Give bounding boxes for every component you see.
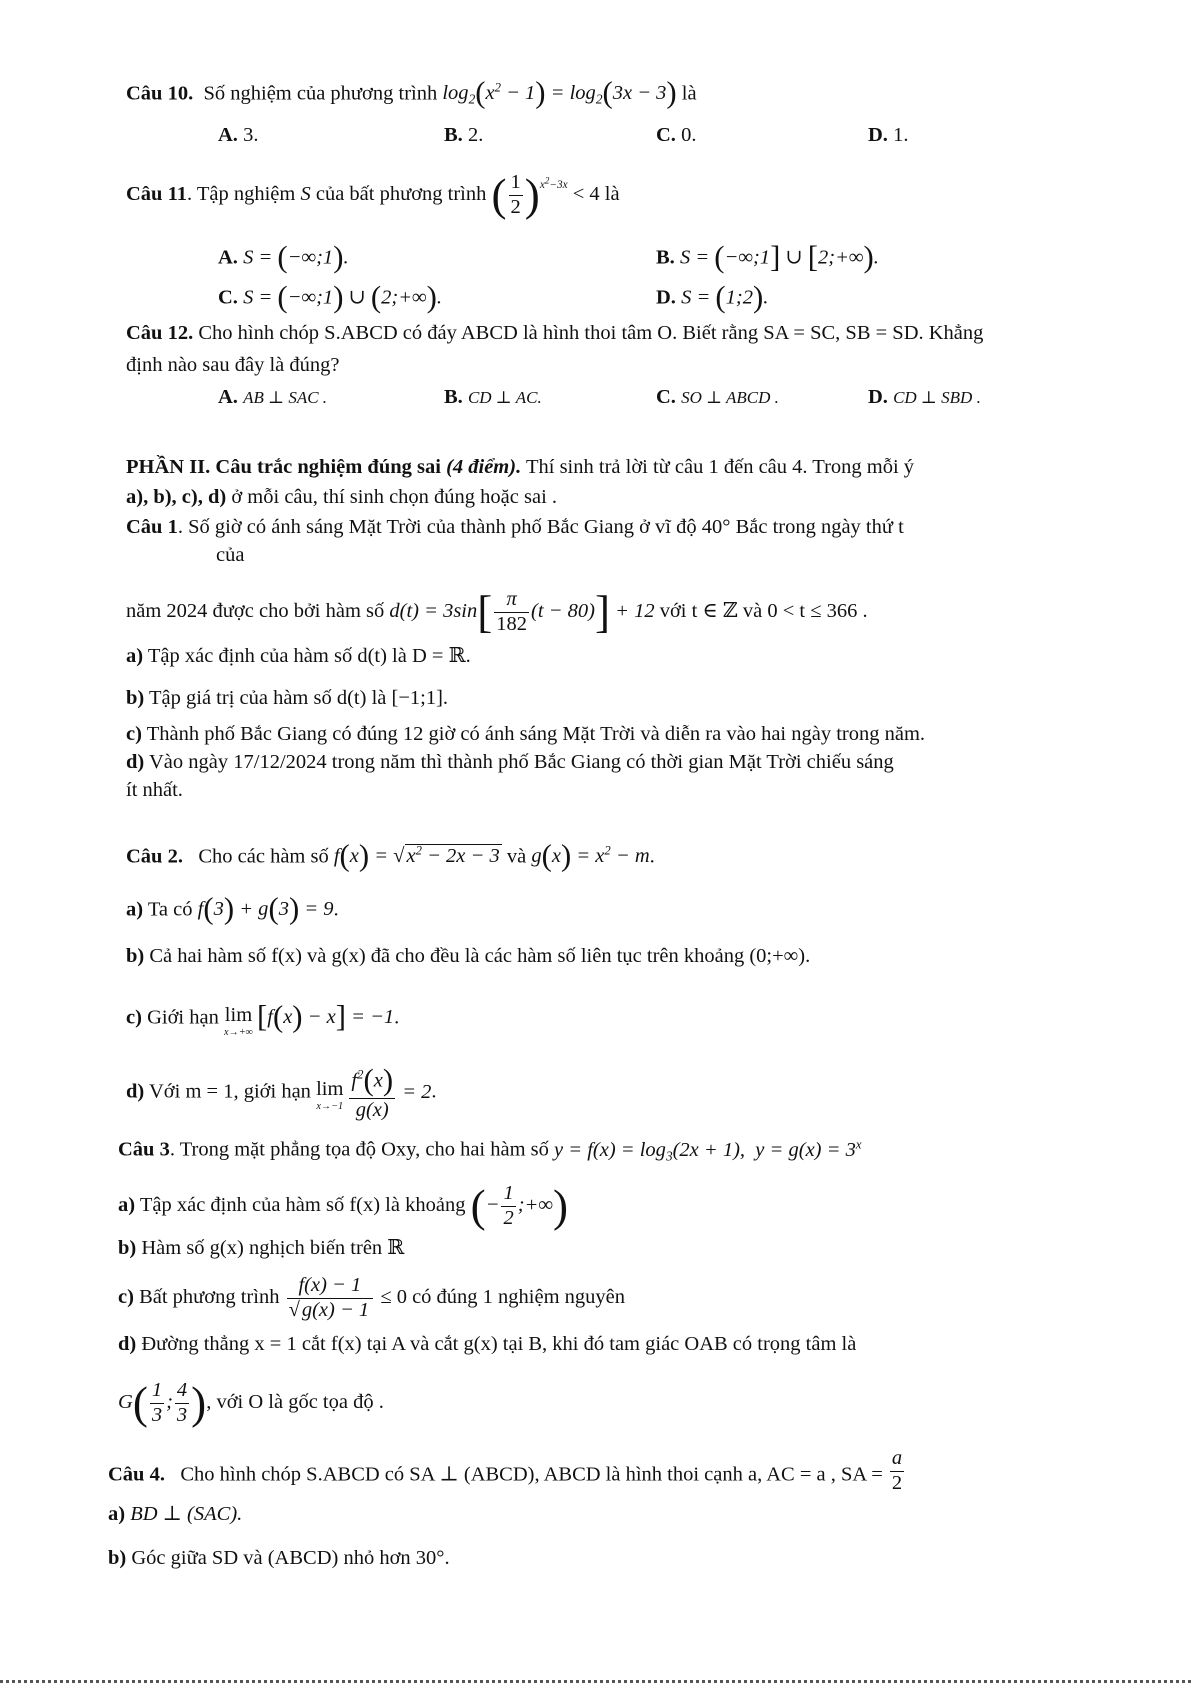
- item-letter: c): [126, 723, 142, 745]
- item-letter: d): [118, 1333, 137, 1355]
- cau11-inequality: ( $\frac{1}{2}$ )$^{x^2-3x}$ < 4: [491, 170, 600, 220]
- page-bottom-rule: [0, 1680, 1192, 1683]
- cau1-item-a: [126, 645, 471, 669]
- cau1-function: d(t) = 3sin[ $\frac{\pi}{182}$ (t − 80)] + 12: [389, 587, 655, 637]
- item-text: Với m = 1, giới hạn: [149, 1080, 311, 1103]
- part2-title: PHẦN II. Câu trắc nghiệm đúng sai: [126, 456, 441, 478]
- cau4-label: Câu 4.: [108, 1463, 165, 1486]
- cau12-option-d[interactable]: [868, 386, 981, 410]
- item-letter: a): [118, 1194, 136, 1217]
- option-letter: B.: [444, 124, 463, 146]
- item-text: Vào ngày 17/12/2024 trong năm thì thành phố Bắc Giang có thời gian Mặt Trời chiếu sáng: [149, 751, 894, 773]
- option-value: 2.: [467, 124, 484, 146]
- cau12-option-b[interactable]: [444, 386, 542, 410]
- cau11-option-c[interactable]: C. S = (−∞;1) ∪ (2;+∞).: [218, 280, 443, 314]
- item-letter: a): [126, 898, 144, 921]
- cau10-stem: [126, 76, 697, 111]
- cau12-line1: [126, 322, 983, 346]
- cau1-label: Câu 1: [126, 516, 178, 538]
- item-text: Thành phố Bắc Giang có đúng 12 giờ có ánh sáng Mặt Trời và diễn ra vào hai ngày trong năm.: [146, 723, 926, 745]
- cau11-label: Câu 11: [126, 183, 187, 206]
- cau3-item-b: [118, 1237, 404, 1261]
- item-text: Tập xác định của hàm số f(x) là khoảng: [139, 1194, 466, 1217]
- option-value: AB ⊥ SAC .: [243, 388, 328, 407]
- cau2-stem: Câu 2. Cho các hàm số $f(x) = √x^2 - 2x - 3$ và $g(x) = x^2 - m$.: [126, 839, 655, 873]
- option-value: SO ⊥ ABCD .: [681, 388, 779, 407]
- item-text: Góc giữa SD và (ABCD) nhỏ hơn 30°.: [131, 1547, 450, 1569]
- option-value: CD ⊥ AC.: [467, 388, 542, 407]
- part2-instructions: Thí sinh trả lời từ câu 1 đến câu 4. Trong mỗi ý: [525, 456, 915, 478]
- cau1-line3: [126, 587, 868, 639]
- cau1-function-intro: năm 2024 được cho bởi hàm số: [126, 600, 385, 623]
- cau3-stem: Câu 3. Trong mặt phẳng tọa độ Oxy, cho hai hàm số $y = f(x) = \log_3(2x + 1)$, $y = g(x) = 3^x$: [118, 1137, 862, 1164]
- cau10-option-c[interactable]: [656, 124, 696, 148]
- option-letter: B.: [656, 246, 675, 269]
- option-letter: A.: [218, 386, 238, 408]
- cau10-stem-suffix: là: [681, 82, 697, 105]
- cau3-item-d-cont: G( $\frac{1}{3}$ ; $\frac{4}{3}$ ), với O là gốc tọa độ .: [118, 1378, 384, 1428]
- cau1-line1: Câu 1. Số giờ có ánh sáng Mặt Trời của thành phố Bắc Giang ở vĩ độ 40° Bắc trong ngày thứ t: [126, 516, 904, 538]
- option-value: 3.: [243, 124, 259, 146]
- item-letter: b): [126, 945, 145, 967]
- option-letter: D.: [656, 286, 676, 309]
- item-text: Đường thẳng x = 1 cắt f(x) tại A và cắt g(x) tại B, khi đó tam giác OAB có trọng tâm là: [141, 1333, 857, 1355]
- option-value: CD ⊥ SBD .: [893, 388, 981, 407]
- item-letter: b): [118, 1237, 137, 1259]
- cau12-option-c[interactable]: [656, 386, 779, 410]
- cau10-option-b[interactable]: [444, 124, 483, 148]
- item-text: Tập giá trị của hàm số d(t) là [−1;1].: [149, 687, 449, 709]
- cau2-stem-mid: và: [506, 845, 527, 868]
- part2-letters: a), b), c), d): [126, 486, 227, 508]
- option-letter: D.: [868, 386, 888, 408]
- item-text: Bất phương trình: [139, 1285, 280, 1308]
- option-letter: A.: [218, 246, 238, 269]
- item-letter: b): [126, 687, 145, 709]
- item-text: BD ⊥ (SAC).: [130, 1503, 243, 1525]
- cau3-item-a: a) Tập xác định của hàm số f(x) là khoảng (− $\frac{1}{2}$ ;+∞): [118, 1181, 569, 1231]
- item-letter: c): [118, 1285, 134, 1308]
- cau10-option-d[interactable]: [868, 124, 908, 148]
- part2-instructions-2: ở mỗi câu, thí sinh chọn đúng hoặc sai .: [231, 486, 558, 508]
- cau2-item-c: c) Giới hạn lim x→+∞ [f(x) − x] = −1.: [126, 1000, 400, 1038]
- cau11-option-d[interactable]: D. S = (1;2).: [656, 280, 769, 314]
- cau10-stem-prefix: Số nghiệm của phương trình: [203, 82, 438, 105]
- cau2-label: Câu 2.: [126, 845, 183, 868]
- option-letter: A.: [218, 124, 238, 146]
- part2-points: (4 điểm).: [446, 456, 522, 478]
- option-letter: C.: [656, 386, 676, 408]
- cau2-item-d: d) Với m = 1, giới hạn lim x→−1 $\frac{f^2(x)}{g(x)}$ = 2.: [126, 1063, 437, 1122]
- item-text: Giới hạn: [147, 1006, 219, 1029]
- cau12-label: Câu 12.: [126, 322, 194, 344]
- cau2-stem-prefix: Cho các hàm số: [198, 845, 329, 868]
- cau11-stem-prefix: Tập nghiệm: [196, 183, 296, 206]
- option-letter: C.: [218, 286, 238, 309]
- cau11-option-b[interactable]: B. S = (−∞;1] ∪ [2;+∞).: [656, 240, 879, 274]
- cau12-option-a[interactable]: [218, 386, 327, 410]
- option-value: 1.: [893, 124, 909, 146]
- cau4-stem: Câu 4. Cho hình chóp S.ABCD có SA ⊥ (ABCD), ABCD là hình thoi cạnh a, AC = a , SA = $\frac{a}{2}$: [108, 1447, 903, 1494]
- part2-heading: [126, 456, 914, 480]
- option-letter: C.: [656, 124, 676, 146]
- item-letter: b): [108, 1547, 127, 1569]
- cau1-item-d-cont: ít nhất.: [126, 779, 183, 801]
- cau1-line2: của: [216, 544, 245, 566]
- cau11-stem: Câu 11. Tập nghiệm S của bất phương trình ( $\frac{1}{2}$ )$^{x^2-3x}$ < 4 là: [126, 170, 620, 220]
- item-letter: a): [108, 1503, 126, 1525]
- item-letter: d): [126, 751, 145, 773]
- cau12-text: Cho hình chóp S.ABCD có đáy ABCD là hình thoi tâm O. Biết rằng SA = SC, SB = SD. Khẳng: [198, 322, 984, 344]
- cau3-item-d: [118, 1333, 856, 1357]
- cau4-text: Cho hình chóp S.ABCD có SA ⊥ (ABCD), ABCD là hình thoi cạnh a, AC = a , SA =: [180, 1463, 883, 1486]
- cau10-option-a[interactable]: [218, 124, 258, 148]
- cau2-item-b: [126, 945, 810, 969]
- cau1-item-c: [126, 723, 925, 747]
- option-value: 0.: [681, 124, 697, 146]
- cau10-label: Câu 10.: [126, 82, 194, 105]
- option-letter: B.: [444, 386, 463, 408]
- cau11-stem-suffix: là: [604, 183, 620, 206]
- part2-line2: [126, 486, 557, 510]
- item-text: Tập xác định của hàm số d(t) là D = ℝ.: [147, 645, 471, 667]
- item-text-2: , với O là gốc tọa độ .: [206, 1391, 384, 1414]
- cau1-item-d: [126, 751, 894, 775]
- item-text: Hàm số g(x) nghịch biến trên ℝ: [141, 1237, 405, 1259]
- item-text-2: ≤ 0 có đúng 1 nghiệm nguyên: [380, 1285, 626, 1308]
- option-letter: D.: [868, 124, 888, 146]
- cau1-text: Số giờ có ánh sáng Mặt Trời của thành phố Bắc Giang ở vĩ độ 40° Bắc trong ngày thứ t: [188, 516, 904, 538]
- cau12-line2: định nào sau đây là đúng?: [126, 354, 340, 376]
- item-text: Cả hai hàm số f(x) và g(x) đã cho đều là các hàm số liên tục trên khoảng (0;+∞).: [149, 945, 811, 967]
- cau11-stem-mid: của bất phương trình: [315, 183, 487, 206]
- cau11-option-a[interactable]: A. S = (−∞;1).: [218, 240, 349, 274]
- item-text: Ta có: [147, 898, 193, 921]
- cau3-text: Trong mặt phẳng tọa độ Oxy, cho hai hàm số: [179, 1138, 549, 1161]
- cau3-item-c: c) Bất phương trình $\frac{f(x) - 1}{√g(x) - 1}$ ≤ 0 có đúng 1 nghiệm nguyên: [118, 1274, 626, 1321]
- cau2-item-a: a) Ta có f(3) + g(3) = 9.: [126, 892, 339, 926]
- item-letter: c): [126, 1006, 142, 1029]
- cau4-item-b: [108, 1547, 450, 1571]
- cau10-equation: $\log_2(x^2 - 1) = \log_2(3x - 3)$: [442, 76, 677, 110]
- cau4-item-a: [108, 1503, 242, 1527]
- cau1-domain: với t ∈ ℤ và 0 < t ≤ 366 .: [659, 600, 868, 623]
- cau3-label: Câu 3: [118, 1138, 170, 1161]
- item-letter: d): [126, 1080, 145, 1103]
- cau1-item-b: [126, 687, 448, 711]
- item-letter: a): [126, 645, 144, 667]
